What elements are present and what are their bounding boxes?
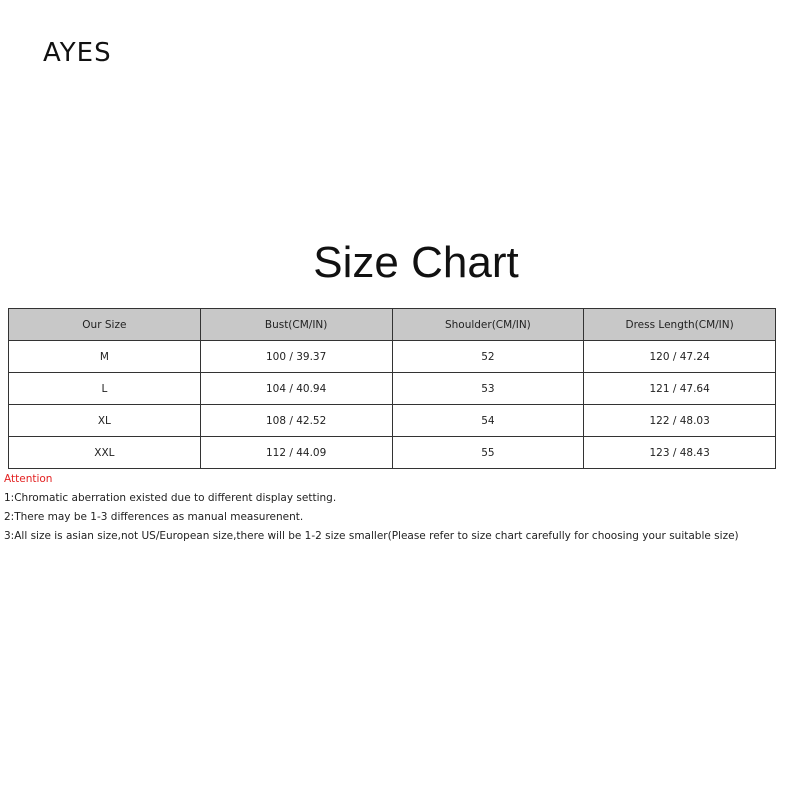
cell-dress-length: 123 / 48.43	[584, 437, 776, 469]
table-header-row	[9, 309, 776, 341]
header-dress-length: Dress Length(CM/IN)	[584, 309, 776, 341]
table-row	[9, 437, 776, 469]
cell-bust: 100 / 39.37	[200, 341, 392, 373]
cell-size: M	[9, 341, 201, 373]
brand-logo: AYES	[43, 38, 112, 68]
page-title: Size Chart	[313, 238, 519, 287]
header-bust: Bust(CM/IN)	[200, 309, 392, 341]
cell-size: XXL	[9, 437, 201, 469]
cell-bust: 112 / 44.09	[200, 437, 392, 469]
notes-section	[4, 473, 739, 549]
table-row	[9, 373, 776, 405]
note-item: 2:There may be 1-3 differences as manual measurenent.	[4, 511, 304, 523]
cell-shoulder: 52	[392, 341, 584, 373]
cell-shoulder: 55	[392, 437, 584, 469]
note-item: 1:Chromatic aberration existed due to different display setting.	[4, 492, 337, 504]
cell-size: L	[9, 373, 201, 405]
cell-shoulder: 53	[392, 373, 584, 405]
table-row	[9, 405, 776, 437]
cell-bust: 108 / 42.52	[200, 405, 392, 437]
cell-dress-length: 122 / 48.03	[584, 405, 776, 437]
header-size: Our Size	[9, 309, 201, 341]
note-item: 3:All size is asian size,not US/European size,there will be 1-2 size smaller(Please refer to size chart carefully for choosing your suitable size)	[4, 530, 739, 542]
cell-dress-length: 121 / 47.64	[584, 373, 776, 405]
attention-label: Attention	[4, 473, 53, 485]
size-table	[8, 308, 776, 469]
table-row	[9, 341, 776, 373]
cell-dress-length: 120 / 47.24	[584, 341, 776, 373]
cell-size: XL	[9, 405, 201, 437]
cell-shoulder: 54	[392, 405, 584, 437]
header-shoulder: Shoulder(CM/IN)	[392, 309, 584, 341]
cell-bust: 104 / 40.94	[200, 373, 392, 405]
